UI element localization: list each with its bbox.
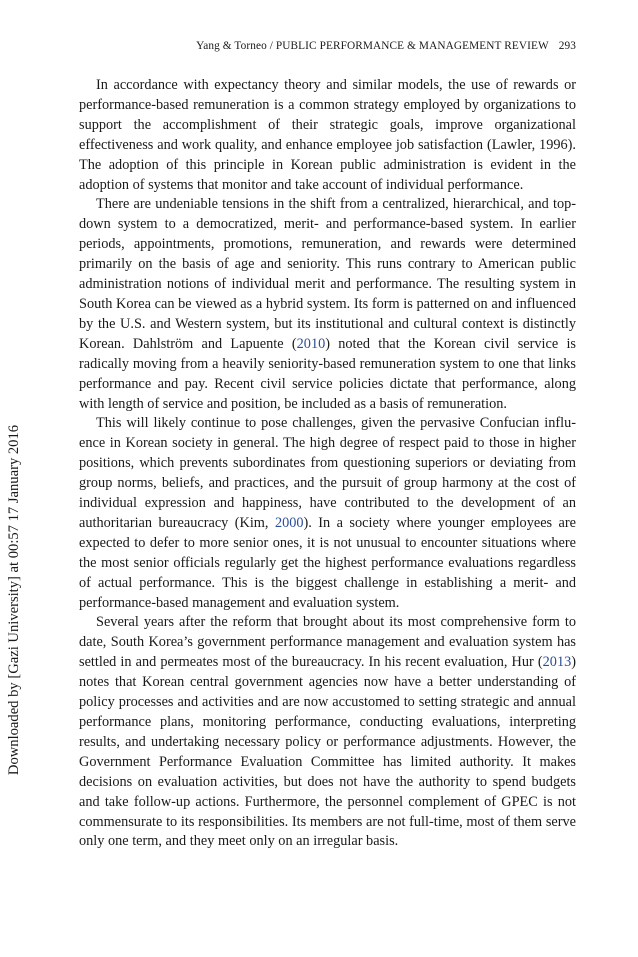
paragraph-1-text: In accordance with expectancy theory and similar models, the use of rewards or performance-based remuneration is a common strategy employed by organizations to support the accomplishment of their strategic goals, improve organizational effectiveness and work quality, and enhance employee job satisfaction (Lawler, 1996). The adoption of this principle in Korean public administration is evident in the adoption of systems that monitor and take account of individual performance. xyxy=(79,77,576,193)
article-body xyxy=(79,76,576,852)
citation-link-2000[interactable]: 2000 xyxy=(274,514,304,531)
paragraph-4-text-a: Several years after the reform that brought about its most comprehensive form to date, South Korea’s government performance management and evaluation system has settled in and permeates most of the bureaucracy. In his recent evaluation, Hur ( xyxy=(79,614,576,671)
running-head xyxy=(196,40,576,52)
paragraph-2-text-b: ) noted that the Korean civil service is radically moving from a heavily seniority-based remuneration system to one that links performance and pay. Recent civil service policies dictate that performance, along with length of service and position, be included as a basis of remuneration. xyxy=(79,335,576,412)
paragraph-1 xyxy=(79,76,576,195)
paragraph-4 xyxy=(79,613,576,852)
paragraph-3-text-a: This will likely continue to pose challenges, given the pervasive Confucian influence in Korean society in general. The high degree of respect paid to those in higher positions, which prevents subordinates from questioning superiors or deviating from group norms, beliefs, and practices, and the pursuit of group harmony at the cost of individual expression and happiness, have contributed to the development of an authoritarian bureaucracy (Kim, xyxy=(79,415,576,531)
citation-link-2010[interactable]: 2010 xyxy=(296,335,326,352)
citation-link-2013[interactable]: 2013 xyxy=(542,654,572,671)
paragraph-3 xyxy=(79,414,576,613)
paragraph-3-text-b: ). In a society where younger employees are expected to defer to more senior ones, it is not unusual to encounter situations where the most senior officials regularly get the highest performance evaluations regardless of actual performance. This is the biggest challenge in establishing a merit- and performance-based management and evaluation system. xyxy=(79,514,576,611)
page-number: 293 xyxy=(558,40,576,52)
download-stamp: Downloaded by [Gazi University] at 00:57 17 January 2016 xyxy=(6,424,22,776)
running-title: Yang & Torneo / PUBLIC PERFORMANCE & MANAGEMENT REVIEW xyxy=(196,40,549,52)
paragraph-2 xyxy=(79,195,576,414)
paragraph-2-text-a: There are undeniable tensions in the shift from a centralized, hierarchical, and top-down system to a democratized, merit- and performance-based system. In earlier periods, appointments, promotions, remuneration, and rewards were determined primarily on the basis of age and seniority. This runs contrary to American public administration notions of individual merit and performance. The resulting system in South Korea can be viewed as a hybrid system. Its form is patterned on and influenced by the U.S. and Western system, but its institutional and cultural context is distinctly Korean. Dahlström and Lapuente ( xyxy=(79,196,576,352)
paragraph-4-text-b: ) notes that Korean central government agencies now have a better understanding of policy processes and activities and are now accustomed to setting strategic and annual performance plans, monitoring performance, conducting evaluations, interpreting results, and undertaking necessary policy or performance adjustments. However, the Government Performance Evaluation Committee has limited authority. It makes decisions on evaluation activities, but does not have the authority to spend budgets and take follow-up actions. Furthermore, the personnel complement of GPEC is not commensurate to its responsibilities. Its members are not full-time, most of them serve only one term, and they meet only on an irregular basis. xyxy=(79,654,576,850)
